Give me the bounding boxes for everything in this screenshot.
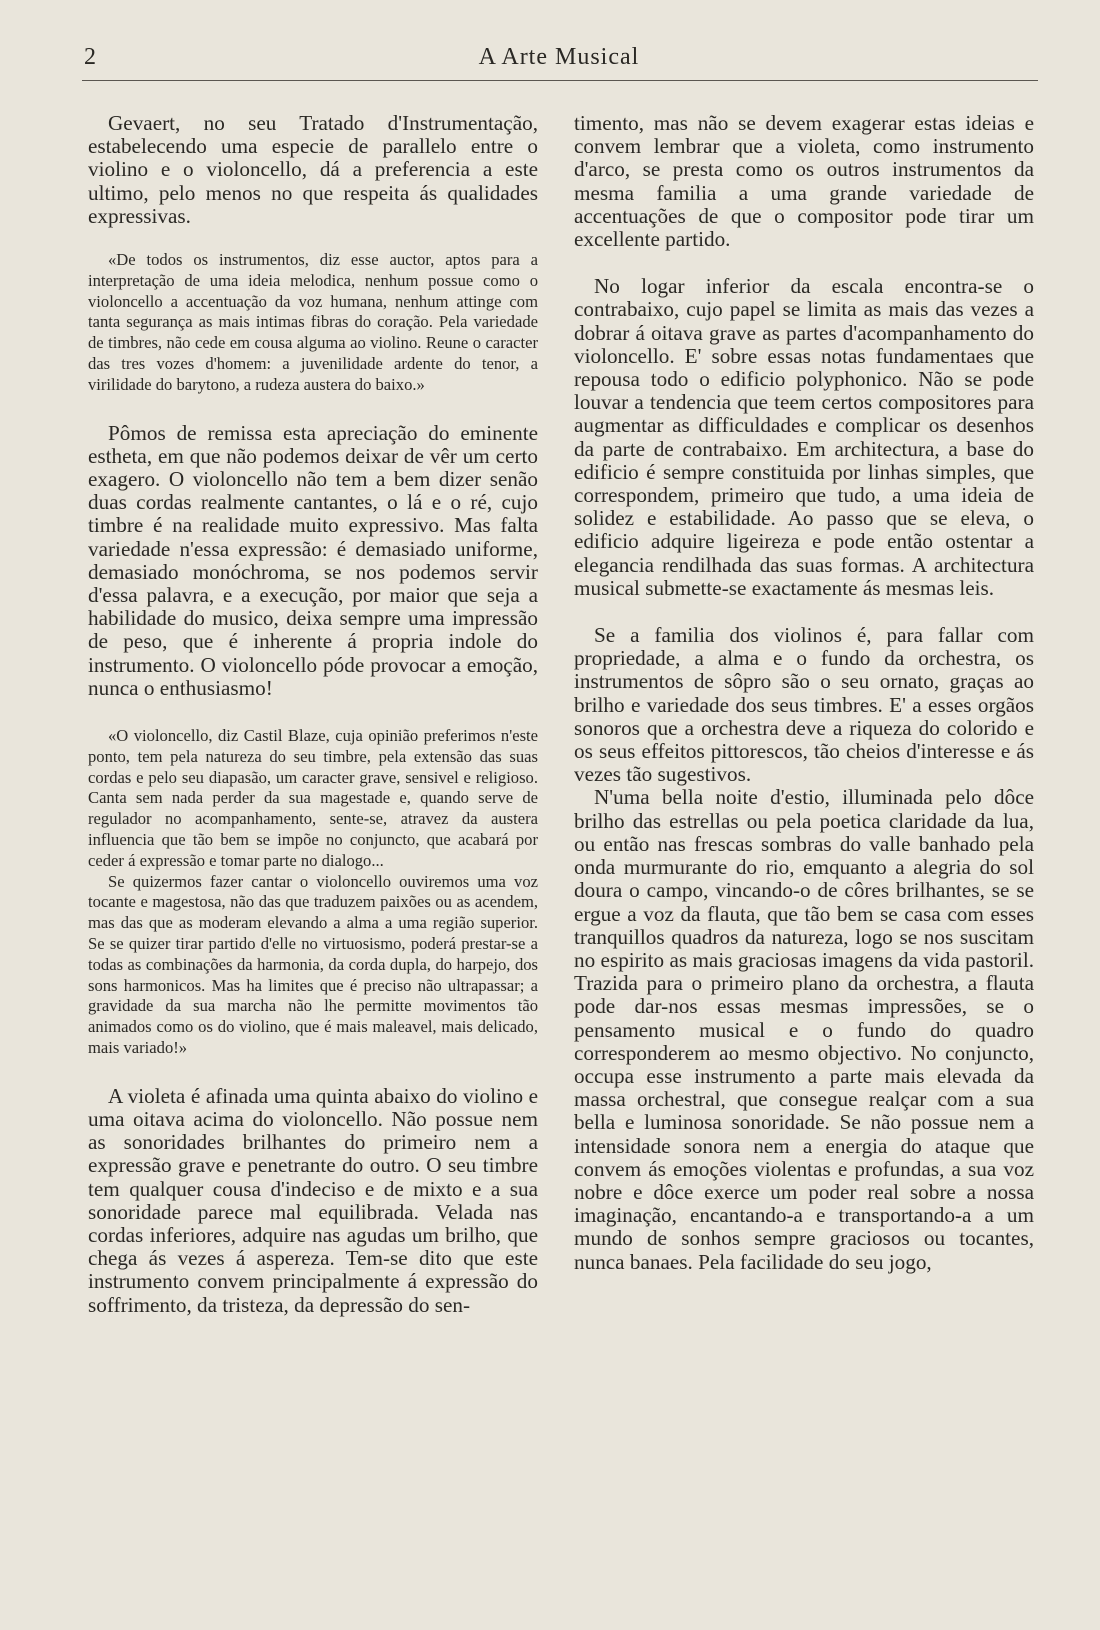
paragraph-flauta: N'uma bella noite d'estio, illuminada pelo dôce brilho das estrellas ou pela poetica claridade da lua, ou então nas frescas sombras do valle banhado pela onda murmurante do rio, emquanto a alegria do sol doura o campo, vincando-o de côres brilhantes, se se ergue a voz da flauta, que tão bem se casa com esses tranquillos quadros da natureza, logo se nos suscitam no espirito as mais graciosas imagens da vida pastoril. Trazida para o primeiro plano da orchestra, a flauta pode dar-nos essas mesmas impressões, se o pensamento musical e o fundo do quadro corresponderem ao mesmo objectivo. No conjuncto, occupa esse instrumento a parte mais elevada da massa orchestral, que consegue realçar com a sua bella e luminosa sonoridade. Se não possue nem a intensidade sonora nem a energia do ataque que convem ás emoções violentas e profundas, a sua voz nobre e dôce exerce um poder real sobre a nossa imaginação, encantando-a e transportando-a a um mundo de sonhos sempre graciosos ou tocantes, nunca banaes. Pela facilidade do seu jogo, (574, 785, 1034, 1274)
quote-castil-blaze-continued: Se quizermos fazer cantar o violoncello ouviremos uma voz tocante e magestosa, não das que traduzem paixões ou as acendem, mas das que as moderam elevando a alma a uma região superior. Se se quizer tirar partido d'elle no virtuosismo, poderá prestar-se a todas as combinações da harmonia, da corda dupla, do harpejo, dos sons harmonicos. Mas ha limites que é preciso não ultrapassar; a gravidade da sua marcha não lhe permitte movimentos tão animados como os do violino, que é mais maleavel, mais delicado, mais variado!» (88, 871, 538, 1057)
left-column (88, 112, 538, 1317)
page-header (78, 40, 1040, 74)
paragraph-gevaert: Gevaert, no seu Tratado d'Instrumentação, estabelecendo uma especie de parallelo entre o violino e o violoncello, dá a preferencia a este ultimo, pelo menos no que respeita ás qualidades expressivas. (88, 111, 538, 228)
quote-castil-blaze: «O violoncello, diz Castil Blaze, cuja opinião preferimos n'este ponto, tem pela natureza do seu timbre, pela extensão das suas cordas e pelo seu diapasão, um caracter grave, sensivel e religioso. Canta sem nada perder da sua magestade e, quando serve de regulador no acompanhamento, sente-se, atravez da austera influencia que tão bem se impõe no conjuncto, que acabará por ceder á expressão e tomar parte no dialogo... (88, 726, 538, 870)
paragraph-remissa: Pômos de remissa esta apreciação do eminente estheta, em que não podemos deixar de vêr um certo exagero. O violoncello não tem a bem dizer senão duas cordas realmente cantantes, o lá e o ré, cujo timbre é na realidade muito expressivo. Mas falta variedade n'essa expressão: é demasiado uniforme, demasiado monóchroma, se nos podemos servir d'essa palavra, e a execução, por maior que seja a habilidade do musico, deixa sempre uma impressão de peso, que é inherente á propria indole do instrumento. O violoncello póde provocar a emoção, nunca o enthusiasmo! (88, 420, 538, 700)
paragraph-sopro: Se a familia dos violinos é, para fallar com propriedade, a alma e o fundo da orchestra, os instrumentos de sôpro são o seu ornato, graças ao brilho e variedade dos seus timbres. E' a esses orgãos sonoros que a orchestra deve a riqueza do colorido e os seus effeitos pittorescos, tão cheios d'interesse e ás vezes tão sugestivos. (574, 623, 1034, 787)
journal-title: A Arte Musical (478, 44, 640, 70)
paragraph-timento: timento, mas não se devem exagerar estas ideias e convem lembrar que a violeta, como instrumento d'arco, se presta como os outros instrumentos da mesma familia a uma grande variedade de accentuações de que o compositor pode tirar um excellente partido. (574, 111, 1034, 252)
page-number: 2 (84, 44, 96, 70)
paragraph-contrabaixo: No logar inferior da escala encontra-se o contrabaixo, cujo papel se limita as mais das vezes a dobrar á oitava grave as partes d'acompanhamento do violoncello. E' sobre essas notas fundamentaes que repousa todo o edificio polyphonico. Não se pode louvar a tendencia que teem certos compositores para augmentar as difficuldades e complicar os desenhos da parte de contrabaixo. Em architectura, a base do edificio é sempre constituida por linhas simples, que correspondem, primeiro que tudo, a uma ideia de solidez e estabilidade. Ao passo que se eleva, o edificio adquire ligeireza e pode então ostentar a elegancia rendilhada das suas formas. A architectura musical submette-se exactamente ás mesmas leis. (574, 274, 1034, 600)
right-column (574, 112, 1034, 1274)
paragraph-violeta: A violeta é afinada uma quinta abaixo do violino e uma oitava acima do violoncello. Não possue nem as sonoridades brilhantes do primeiro nem a expressão grave e penetrante do outro. O seu timbre tem qualquer cousa d'indeciso e de mixto e a sua sonoridade parece mal equilibrada. Velada nas cordas inferiores, adquire nas agudas um brilho, que chega ás vezes á aspereza. Tem-se dito que este instrumento convem principalmente á expressão do soffrimento, da tristeza, da depressão do sen- (88, 1083, 538, 1317)
header-rule (82, 80, 1038, 81)
quote-gevaert: «De todos os instrumentos, diz esse auctor, aptos para a interpretação de uma ideia melodica, nenhum possue como o violoncello a accentuação da voz humana, nenhum attinge com tanta segurança as mais intimas fibras do coração. Pela variedade de timbres, não cede em cousa alguma ao violino. Reune o caracter das tres vozes d'homem: a juvenilidade ardente do tenor, a virilidade do barytono, a rudeza austera do baixo.» (88, 250, 538, 394)
